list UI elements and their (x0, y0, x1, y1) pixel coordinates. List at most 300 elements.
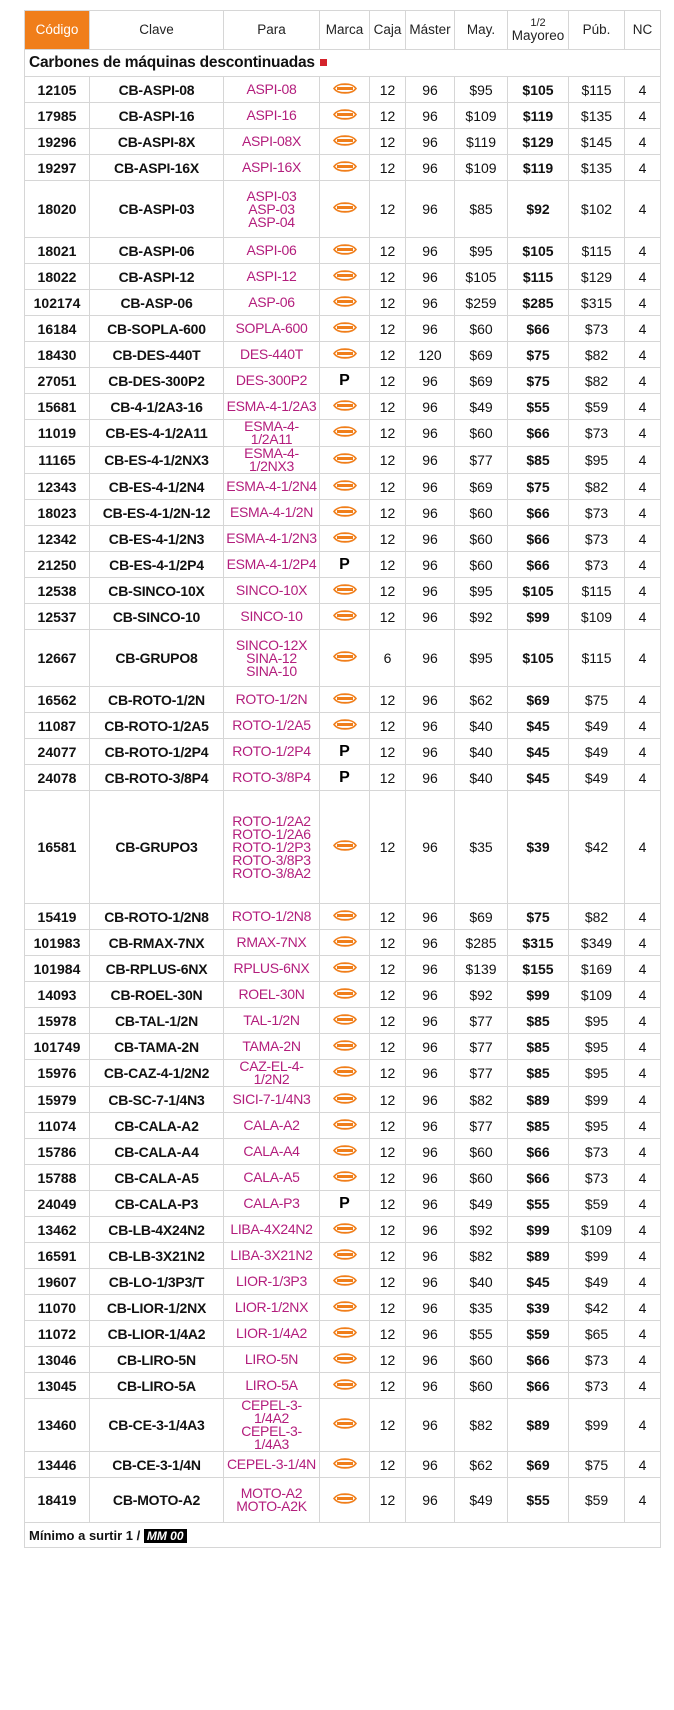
for-model: ROTO-3/8P3 (232, 851, 311, 868)
cell-for (224, 1139, 320, 1165)
for-model: ROTO-1/2P3 (232, 838, 311, 855)
cell-for (224, 1243, 320, 1269)
cell-code: 12538 (25, 578, 90, 604)
cell-key: CB-GRUPO3 (90, 791, 224, 904)
cell-half-wholesale: $39 (508, 791, 569, 904)
cell-for (224, 1399, 320, 1452)
table-row (25, 264, 661, 290)
table-row (25, 604, 661, 630)
cell-key: CB-SOPLA-600 (90, 316, 224, 342)
table-row (25, 77, 661, 103)
table-row (25, 1243, 661, 1269)
for-model: ESMA-4-1/2NX3 (244, 445, 299, 474)
cell-half-wholesale: $85 (508, 1113, 569, 1139)
cell-for (224, 1347, 320, 1373)
cell-box: 12 (370, 1269, 406, 1295)
for-model: LIBA-4X24N2 (230, 1221, 313, 1237)
cell-wholesale: $62 (455, 1452, 508, 1478)
cell-for (224, 526, 320, 552)
cell-for (224, 342, 320, 368)
brand-truper-icon (333, 531, 357, 544)
cell-box: 12 (370, 1452, 406, 1478)
table-row (25, 1295, 661, 1321)
brand-truper-icon (333, 909, 357, 922)
cell-for (224, 238, 320, 264)
section-row (25, 50, 661, 77)
cell-key: CB-LIRO-5N (90, 1347, 224, 1373)
cell-code: 12537 (25, 604, 90, 630)
cell-wholesale: $49 (455, 1191, 508, 1217)
cell-code: 15788 (25, 1165, 90, 1191)
cell-for (224, 103, 320, 129)
cell-nc: 4 (625, 1269, 661, 1295)
for-model: ASPI-12 (246, 268, 297, 284)
cell-box: 12 (370, 420, 406, 447)
cell-box: 12 (370, 1034, 406, 1060)
cell-code: 16184 (25, 316, 90, 342)
cell-for (224, 1373, 320, 1399)
cell-for (224, 956, 320, 982)
cell-wholesale: $60 (455, 552, 508, 578)
table-row (25, 500, 661, 526)
cell-nc: 4 (625, 77, 661, 103)
cell-code: 27051 (25, 368, 90, 394)
cell-code: 16562 (25, 687, 90, 713)
cell-half-wholesale: $45 (508, 1269, 569, 1295)
cell-master: 96 (406, 739, 455, 765)
brand-truper-icon (333, 425, 357, 438)
for-model: SOPLA-600 (235, 320, 308, 336)
cell-box: 12 (370, 552, 406, 578)
cell-master: 96 (406, 1373, 455, 1399)
header-row (25, 11, 661, 50)
cell-code: 15978 (25, 1008, 90, 1034)
table-row (25, 1191, 661, 1217)
cell-key: CB-CAZ-4-1/2N2 (90, 1060, 224, 1087)
cell-public: $135 (569, 155, 625, 181)
cell-code: 101983 (25, 930, 90, 956)
cell-master: 96 (406, 552, 455, 578)
cell-wholesale: $77 (455, 1113, 508, 1139)
cell-key: CB-ROTO-1/2P4 (90, 739, 224, 765)
cell-box: 12 (370, 930, 406, 956)
cell-brand (320, 1243, 370, 1269)
cell-code: 24077 (25, 739, 90, 765)
cell-half-wholesale: $45 (508, 713, 569, 739)
cell-half-wholesale: $66 (508, 500, 569, 526)
table-row (25, 316, 661, 342)
table-row (25, 474, 661, 500)
cell-half-wholesale: $105 (508, 77, 569, 103)
header-brand: Marca (320, 11, 370, 50)
cell-box: 12 (370, 264, 406, 290)
for-model: ROTO-1/2N (235, 691, 308, 707)
cell-key: CB-ASP-06 (90, 290, 224, 316)
cell-brand (320, 1217, 370, 1243)
table-row (25, 238, 661, 264)
cell-key: CB-ASPI-8X (90, 129, 224, 155)
brand-truper-icon (333, 1326, 357, 1339)
cell-key: CB-TAL-1/2N (90, 1008, 224, 1034)
cell-half-wholesale: $75 (508, 904, 569, 930)
for-model: LIOR-1/2NX (234, 1299, 309, 1315)
cell-wholesale: $69 (455, 904, 508, 930)
cell-code: 19607 (25, 1269, 90, 1295)
for-model: DES-300P2 (235, 372, 308, 388)
cell-key: CB-GRUPO8 (90, 630, 224, 687)
brand-truper-icon (333, 1300, 357, 1313)
cell-key: CB-CALA-A4 (90, 1139, 224, 1165)
for-model: LIRO-5A (245, 1377, 298, 1393)
table-row (25, 394, 661, 420)
brand-truper-icon (333, 160, 357, 173)
cell-nc: 4 (625, 1452, 661, 1478)
for-model: SINCO-12X (235, 636, 308, 653)
cell-code: 19297 (25, 155, 90, 181)
cell-half-wholesale: $75 (508, 342, 569, 368)
section-title: Carbones de máquinas descontinuadas (29, 54, 315, 71)
cell-public: $95 (569, 1034, 625, 1060)
cell-code: 18023 (25, 500, 90, 526)
brand-pretul-icon: P (339, 555, 350, 573)
cell-key: CB-ES-4-1/2NX3 (90, 447, 224, 474)
cell-master: 96 (406, 1034, 455, 1060)
cell-nc: 4 (625, 1399, 661, 1452)
table-row (25, 447, 661, 474)
table-row (25, 1139, 661, 1165)
cell-box: 12 (370, 1165, 406, 1191)
brand-truper-icon (333, 839, 357, 852)
cell-nc: 4 (625, 1060, 661, 1087)
cell-brand (320, 982, 370, 1008)
cell-key: CB-SINCO-10 (90, 604, 224, 630)
brand-truper-icon (333, 399, 357, 412)
cell-public: $115 (569, 578, 625, 604)
cell-brand (320, 578, 370, 604)
cell-wholesale: $95 (455, 578, 508, 604)
table-row (25, 1113, 661, 1139)
cell-code: 15419 (25, 904, 90, 930)
header-nc: NC (625, 11, 661, 50)
cell-master: 96 (406, 1452, 455, 1478)
cell-key: CB-ES-4-1/2N4 (90, 474, 224, 500)
cell-for (224, 739, 320, 765)
for-model: ROTO-1/2A2 (232, 812, 311, 829)
cell-public: $73 (569, 420, 625, 447)
cell-for (224, 687, 320, 713)
cell-brand (320, 765, 370, 791)
cell-public: $49 (569, 1269, 625, 1295)
table-row (25, 1321, 661, 1347)
cell-half-wholesale: $45 (508, 765, 569, 791)
cell-box: 12 (370, 578, 406, 604)
cell-public: $75 (569, 1452, 625, 1478)
cell-nc: 4 (625, 1113, 661, 1139)
cell-wholesale: $40 (455, 1269, 508, 1295)
cell-half-wholesale: $315 (508, 930, 569, 956)
cell-box: 12 (370, 604, 406, 630)
cell-for (224, 420, 320, 447)
cell-master: 96 (406, 1008, 455, 1034)
cell-wholesale: $60 (455, 1139, 508, 1165)
for-model: ASPI-03 (246, 187, 297, 204)
cell-master: 96 (406, 930, 455, 956)
cell-box: 12 (370, 342, 406, 368)
cell-half-wholesale: $85 (508, 1008, 569, 1034)
cell-code: 19296 (25, 129, 90, 155)
brand-truper-icon (333, 1274, 357, 1287)
cell-code: 18430 (25, 342, 90, 368)
cell-wholesale: $60 (455, 316, 508, 342)
cell-nc: 4 (625, 394, 661, 420)
cell-public: $73 (569, 1347, 625, 1373)
cell-wholesale: $105 (455, 264, 508, 290)
cell-box: 12 (370, 1060, 406, 1087)
for-model: ESMA-4-1/2N (229, 504, 314, 520)
for-model: DES-440T (240, 346, 303, 362)
cell-key: CB-LIOR-1/2NX (90, 1295, 224, 1321)
section-cell (25, 50, 661, 77)
brand-truper-icon (333, 1144, 357, 1157)
cell-box: 12 (370, 447, 406, 474)
cell-for (224, 1269, 320, 1295)
cell-code: 11019 (25, 420, 90, 447)
brand-pretul-icon: P (339, 742, 350, 760)
cell-public: $73 (569, 552, 625, 578)
cell-master: 96 (406, 1399, 455, 1452)
table-row (25, 687, 661, 713)
brand-truper-icon (333, 321, 357, 334)
brand-truper-icon (333, 1118, 357, 1131)
cell-box: 12 (370, 394, 406, 420)
cell-key: CB-4-1/2A3-16 (90, 394, 224, 420)
cell-brand (320, 713, 370, 739)
table-row (25, 930, 661, 956)
brand-truper-icon (333, 347, 357, 360)
for-model: SINA-10 (246, 662, 297, 679)
cell-half-wholesale: $129 (508, 129, 569, 155)
for-model: ESMA-4-1/2A3 (226, 398, 317, 414)
cell-master: 96 (406, 1060, 455, 1087)
cell-for (224, 791, 320, 904)
cell-master: 96 (406, 181, 455, 238)
cell-master: 96 (406, 500, 455, 526)
cell-box: 12 (370, 290, 406, 316)
cell-code: 24049 (25, 1191, 90, 1217)
brand-pretul-icon: P (339, 768, 350, 786)
cell-nc: 4 (625, 1191, 661, 1217)
cell-public: $95 (569, 1060, 625, 1087)
cell-public: $169 (569, 956, 625, 982)
cell-master: 96 (406, 791, 455, 904)
cell-code: 15681 (25, 394, 90, 420)
cell-key: CB-CALA-P3 (90, 1191, 224, 1217)
cell-nc: 4 (625, 1478, 661, 1523)
cell-half-wholesale: $89 (508, 1087, 569, 1113)
cell-brand (320, 155, 370, 181)
for-model: ASP-06 (248, 294, 295, 310)
cell-nc: 4 (625, 930, 661, 956)
cell-master: 96 (406, 1217, 455, 1243)
cell-half-wholesale: $55 (508, 394, 569, 420)
cell-wholesale: $82 (455, 1087, 508, 1113)
cell-box: 12 (370, 155, 406, 181)
cell-half-wholesale: $66 (508, 1347, 569, 1373)
cell-for (224, 1191, 320, 1217)
cell-nc: 4 (625, 1139, 661, 1165)
cell-master: 96 (406, 713, 455, 739)
cell-brand (320, 368, 370, 394)
cell-wholesale: $40 (455, 713, 508, 739)
brand-truper-icon (333, 1092, 357, 1105)
header-code: Código (25, 11, 90, 50)
cell-half-wholesale: $85 (508, 447, 569, 474)
cell-for (224, 1087, 320, 1113)
cell-wholesale: $92 (455, 982, 508, 1008)
cell-key: CB-LO-1/3P3/T (90, 1269, 224, 1295)
cell-code: 12105 (25, 77, 90, 103)
cell-public: $73 (569, 316, 625, 342)
cell-code: 101749 (25, 1034, 90, 1060)
cell-master: 96 (406, 77, 455, 103)
for-model: LIBA-3X21N2 (230, 1247, 313, 1263)
cell-nc: 4 (625, 1295, 661, 1321)
cell-half-wholesale: $105 (508, 238, 569, 264)
cell-brand (320, 238, 370, 264)
cell-code: 11165 (25, 447, 90, 474)
cell-wholesale: $82 (455, 1399, 508, 1452)
header-half-wholesale (508, 11, 569, 50)
cell-wholesale: $49 (455, 1478, 508, 1523)
cell-brand (320, 1373, 370, 1399)
cell-box: 12 (370, 1373, 406, 1399)
cell-key: CB-CALA-A5 (90, 1165, 224, 1191)
cell-code: 15976 (25, 1060, 90, 1087)
cell-nc: 4 (625, 713, 661, 739)
brand-truper-icon (333, 1170, 357, 1183)
cell-wholesale: $95 (455, 630, 508, 687)
cell-nc: 4 (625, 420, 661, 447)
cell-nc: 4 (625, 368, 661, 394)
cell-master: 96 (406, 630, 455, 687)
table-row (25, 368, 661, 394)
cell-half-wholesale: $59 (508, 1321, 569, 1347)
for-model: CEPEL-3-1/4A2 (241, 1397, 302, 1426)
cell-for (224, 500, 320, 526)
table-row (25, 290, 661, 316)
table-row (25, 904, 661, 930)
for-model: ROEL-30N (238, 986, 305, 1002)
cell-master: 96 (406, 420, 455, 447)
cell-brand (320, 791, 370, 904)
brand-truper-icon (333, 1222, 357, 1235)
cell-brand (320, 1113, 370, 1139)
cell-master: 96 (406, 1269, 455, 1295)
cell-public: $75 (569, 687, 625, 713)
cell-nc: 4 (625, 129, 661, 155)
table-row (25, 1373, 661, 1399)
cell-brand (320, 1321, 370, 1347)
cell-key: CB-DES-300P2 (90, 368, 224, 394)
table-row (25, 1269, 661, 1295)
table-row (25, 956, 661, 982)
cell-nc: 4 (625, 1243, 661, 1269)
cell-wholesale: $95 (455, 77, 508, 103)
table-row (25, 552, 661, 578)
cell-key: CB-DES-440T (90, 342, 224, 368)
header-public: Púb. (569, 11, 625, 50)
cell-box: 12 (370, 1478, 406, 1523)
cell-nc: 4 (625, 552, 661, 578)
for-model: ESMA-4-1/2N4 (226, 478, 317, 494)
cell-public: $99 (569, 1243, 625, 1269)
cell-box: 12 (370, 1321, 406, 1347)
cell-box: 12 (370, 500, 406, 526)
cell-nc: 4 (625, 687, 661, 713)
for-model: SINCO-10 (240, 608, 303, 624)
cell-public: $109 (569, 1217, 625, 1243)
footer-text: Mínimo a surtir 1 / (29, 1527, 144, 1543)
cell-brand (320, 264, 370, 290)
cell-brand (320, 1347, 370, 1373)
table-row (25, 1478, 661, 1523)
cell-public: $59 (569, 1478, 625, 1523)
brand-pretul-icon: P (339, 371, 350, 389)
cell-public: $49 (569, 765, 625, 791)
brand-truper-icon (333, 1352, 357, 1365)
for-model: SINCO-10X (235, 582, 308, 598)
cell-code: 12342 (25, 526, 90, 552)
cell-half-wholesale: $285 (508, 290, 569, 316)
cell-code: 13046 (25, 1347, 90, 1373)
cell-code: 102174 (25, 290, 90, 316)
cell-master: 96 (406, 526, 455, 552)
header-for: Para (224, 11, 320, 50)
cell-box: 6 (370, 630, 406, 687)
brand-truper-icon (333, 134, 357, 147)
for-model: TAMA-2N (242, 1038, 301, 1054)
cell-code: 11072 (25, 1321, 90, 1347)
cell-key: CB-ASPI-03 (90, 181, 224, 238)
cell-key: CB-ROTO-3/8P4 (90, 765, 224, 791)
cell-brand (320, 1191, 370, 1217)
cell-for (224, 604, 320, 630)
for-model: ASPI-16X (241, 159, 302, 175)
cell-wholesale: $69 (455, 342, 508, 368)
cell-for (224, 1452, 320, 1478)
cell-box: 12 (370, 238, 406, 264)
header-half-top: 1/2 (530, 16, 546, 29)
table-row (25, 1452, 661, 1478)
cell-brand (320, 687, 370, 713)
cell-brand (320, 526, 370, 552)
brand-pretul-icon: P (339, 1194, 350, 1212)
cell-box: 12 (370, 956, 406, 982)
cell-master: 96 (406, 129, 455, 155)
cell-public: $135 (569, 103, 625, 129)
cell-brand (320, 1452, 370, 1478)
cell-box: 12 (370, 1243, 406, 1269)
price-table (24, 10, 661, 1548)
cell-for (224, 578, 320, 604)
cell-box: 12 (370, 526, 406, 552)
cell-brand (320, 1165, 370, 1191)
cell-nc: 4 (625, 238, 661, 264)
cell-half-wholesale: $45 (508, 739, 569, 765)
cell-box: 12 (370, 129, 406, 155)
for-model: TAL-1/2N (243, 1012, 300, 1028)
cell-for (224, 1008, 320, 1034)
